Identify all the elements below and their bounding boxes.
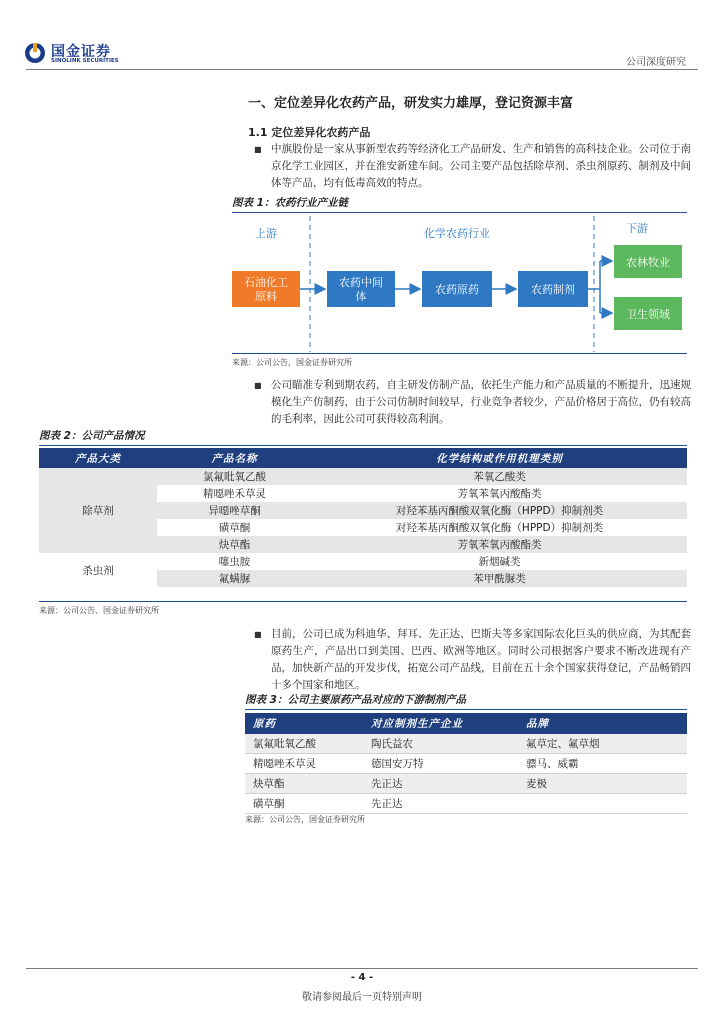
downstream-table [245,713,687,814]
product-mechanism: 芳氧苯氧丙酸酯类 [457,488,542,500]
figure2-top-rule [39,445,687,446]
node-raw-material-line2: 原料 [255,290,277,303]
product-mechanism: 苯甲酰脲类 [312,570,687,587]
brand-name: 麦极 [518,774,687,794]
technical-name: 氯氟吡氧乙酸 [245,734,363,754]
product-name: 噻虫胺 [218,556,251,568]
technical-name: 炔草酯 [245,774,363,794]
product-table [39,448,687,587]
table-row [245,734,687,754]
brand-name: 氟草定、氟草烟 [518,734,687,754]
product-table-header [39,448,687,468]
midstream-label: 化学农药行业 [424,227,490,240]
figure1-title: 图表 1：农药行业产业链 [232,197,348,209]
category-insecticide: 杀虫剂 [39,553,157,587]
paragraph-2: 公司瞄准专利到期农药，自主研发仿制产品，依托生产能力和产品质量的不断提升，迅速规模化生产仿制药，由于公司仿制时间较早，行业竞争者较少，产品价格居于高位，仍有较高的毛利率，因此公司可获得较高利润。 [271,379,691,425]
formulator-name: 德国安万特 [363,754,518,774]
header-category: 产品大类 [39,448,157,468]
figure2-title: 图表 2：公司产品情况 [39,430,145,442]
figure1-source: 来源：公司公告，国金证券研究所 [232,358,352,367]
category-herbicide: 除草剂 [39,468,157,553]
brand-name: 骠马、威霸 [518,754,687,774]
header-rule [26,69,698,70]
bullet-square-icon: ■ [254,381,262,390]
formulator-name: 先正达 [363,794,518,814]
product-name: 磺草酮 [218,522,251,534]
header-brand: 品牌 [518,713,687,734]
figure2-bottom-rule [39,601,687,602]
node-agriculture-label: 农林牧业 [626,256,670,269]
technical-name: 精噁唑禾草灵 [245,754,363,774]
formulator-name: 陶氏益农 [363,734,518,754]
figure3-source: 来源：公司公告，国金证券研究所 [245,815,365,824]
table-row [245,754,687,774]
header-technical: 原药 [245,713,363,734]
page-number: - 4 - [350,972,374,983]
upstream-label: 上游 [255,227,277,240]
header-formulator: 对应制剂生产企业 [363,713,518,734]
node-intermediate-line1: 农药中间 [339,276,383,289]
table-row [39,553,687,570]
technical-name: 磺草酮 [245,794,363,814]
sinolink-logo-icon [24,42,46,64]
table-row [245,794,687,814]
node-technical-label: 农药原药 [435,283,479,296]
footer-disclaimer: 敬请参阅最后一页特别声明 [302,992,422,1003]
product-mechanism: 芳氧苯氧丙酸酯类 [312,536,687,553]
table-row [39,468,687,485]
figure1-bottom-rule [232,353,687,354]
product-name: 异噁唑草酮 [157,502,312,519]
product-mechanism: 新烟碱类 [478,556,521,568]
node-formulation-label: 农药制剂 [531,283,575,296]
downstream-table-header [245,713,687,734]
product-mechanism: 对羟苯基丙酮酸双氧化酶（HPPD）抑制剂类 [395,522,604,534]
footer-rule [26,968,698,969]
report-type: 公司深度研究 [626,57,686,68]
product-name: 氟螨脲 [157,570,312,587]
section-title: 一、定位差异化农药产品，研发实力雄厚，登记资源丰富 [248,96,574,111]
bullet-square-icon: ■ [254,145,262,154]
product-name: 炔草酯 [157,536,312,553]
company-logo [24,40,134,68]
figure3-top-rule [245,709,687,710]
header-product: 产品名称 [157,448,312,468]
brand-name [518,794,687,814]
figure1-top-rule [232,212,687,213]
paragraph-3: 目前，公司已成为科迪华、拜耳、先正达、巴斯夫等多家国际农化巨头的供应商，为其配套原药生产，产品出口到美国、巴西、欧洲等地区。同时公司根据客户要求不断改进现有产品，加快新产品的开发步伐，拓宽公司产品线，目前在五十余个国家获得登记，产品畅销四十多个国家和地区。 [271,628,691,691]
formulator-name: 先正达 [363,774,518,794]
downstream-label: 下游 [626,222,648,235]
table-row [245,774,687,794]
product-mechanism: 苯氧乙酸类 [312,468,687,485]
product-name: 精噁唑禾草灵 [203,488,266,500]
node-sanitation-label: 卫生领域 [626,308,670,321]
figure2-source: 来源：公司公告、国金证券研究所 [39,606,159,615]
industry-chain-diagram [232,216,687,352]
figure3-title: 图表 3：公司主要原药产品对应的下游制剂产品 [245,694,466,706]
product-name: 氯氟吡氧乙酸 [157,468,312,485]
logo-chinese-name: 国金证券 [51,44,111,60]
product-mechanism: 对羟苯基丙酮酸双氧化酶（HPPD）抑制剂类 [312,502,687,519]
node-raw-material-line1: 石油化工 [244,276,288,289]
paragraph-1: 中旗股份是一家从事新型农药等经济化工产品研发、生产和销售的高科技企业。公司位于南京化学工业园区，并在淮安新建车间。公司主要产品包括除草剂、杀虫剂原药、制剂及中间体等产品，均有低毒高效的特点。 [271,143,691,189]
logo-english-name: SINOLINK SECURITIES [51,58,119,64]
header-mechanism: 化学结构或作用机理类别 [312,448,687,468]
node-intermediate-line2: 体 [355,290,367,303]
bullet-square-icon: ■ [254,630,262,639]
section-subtitle: 1.1 定位差异化农药产品 [248,126,371,139]
